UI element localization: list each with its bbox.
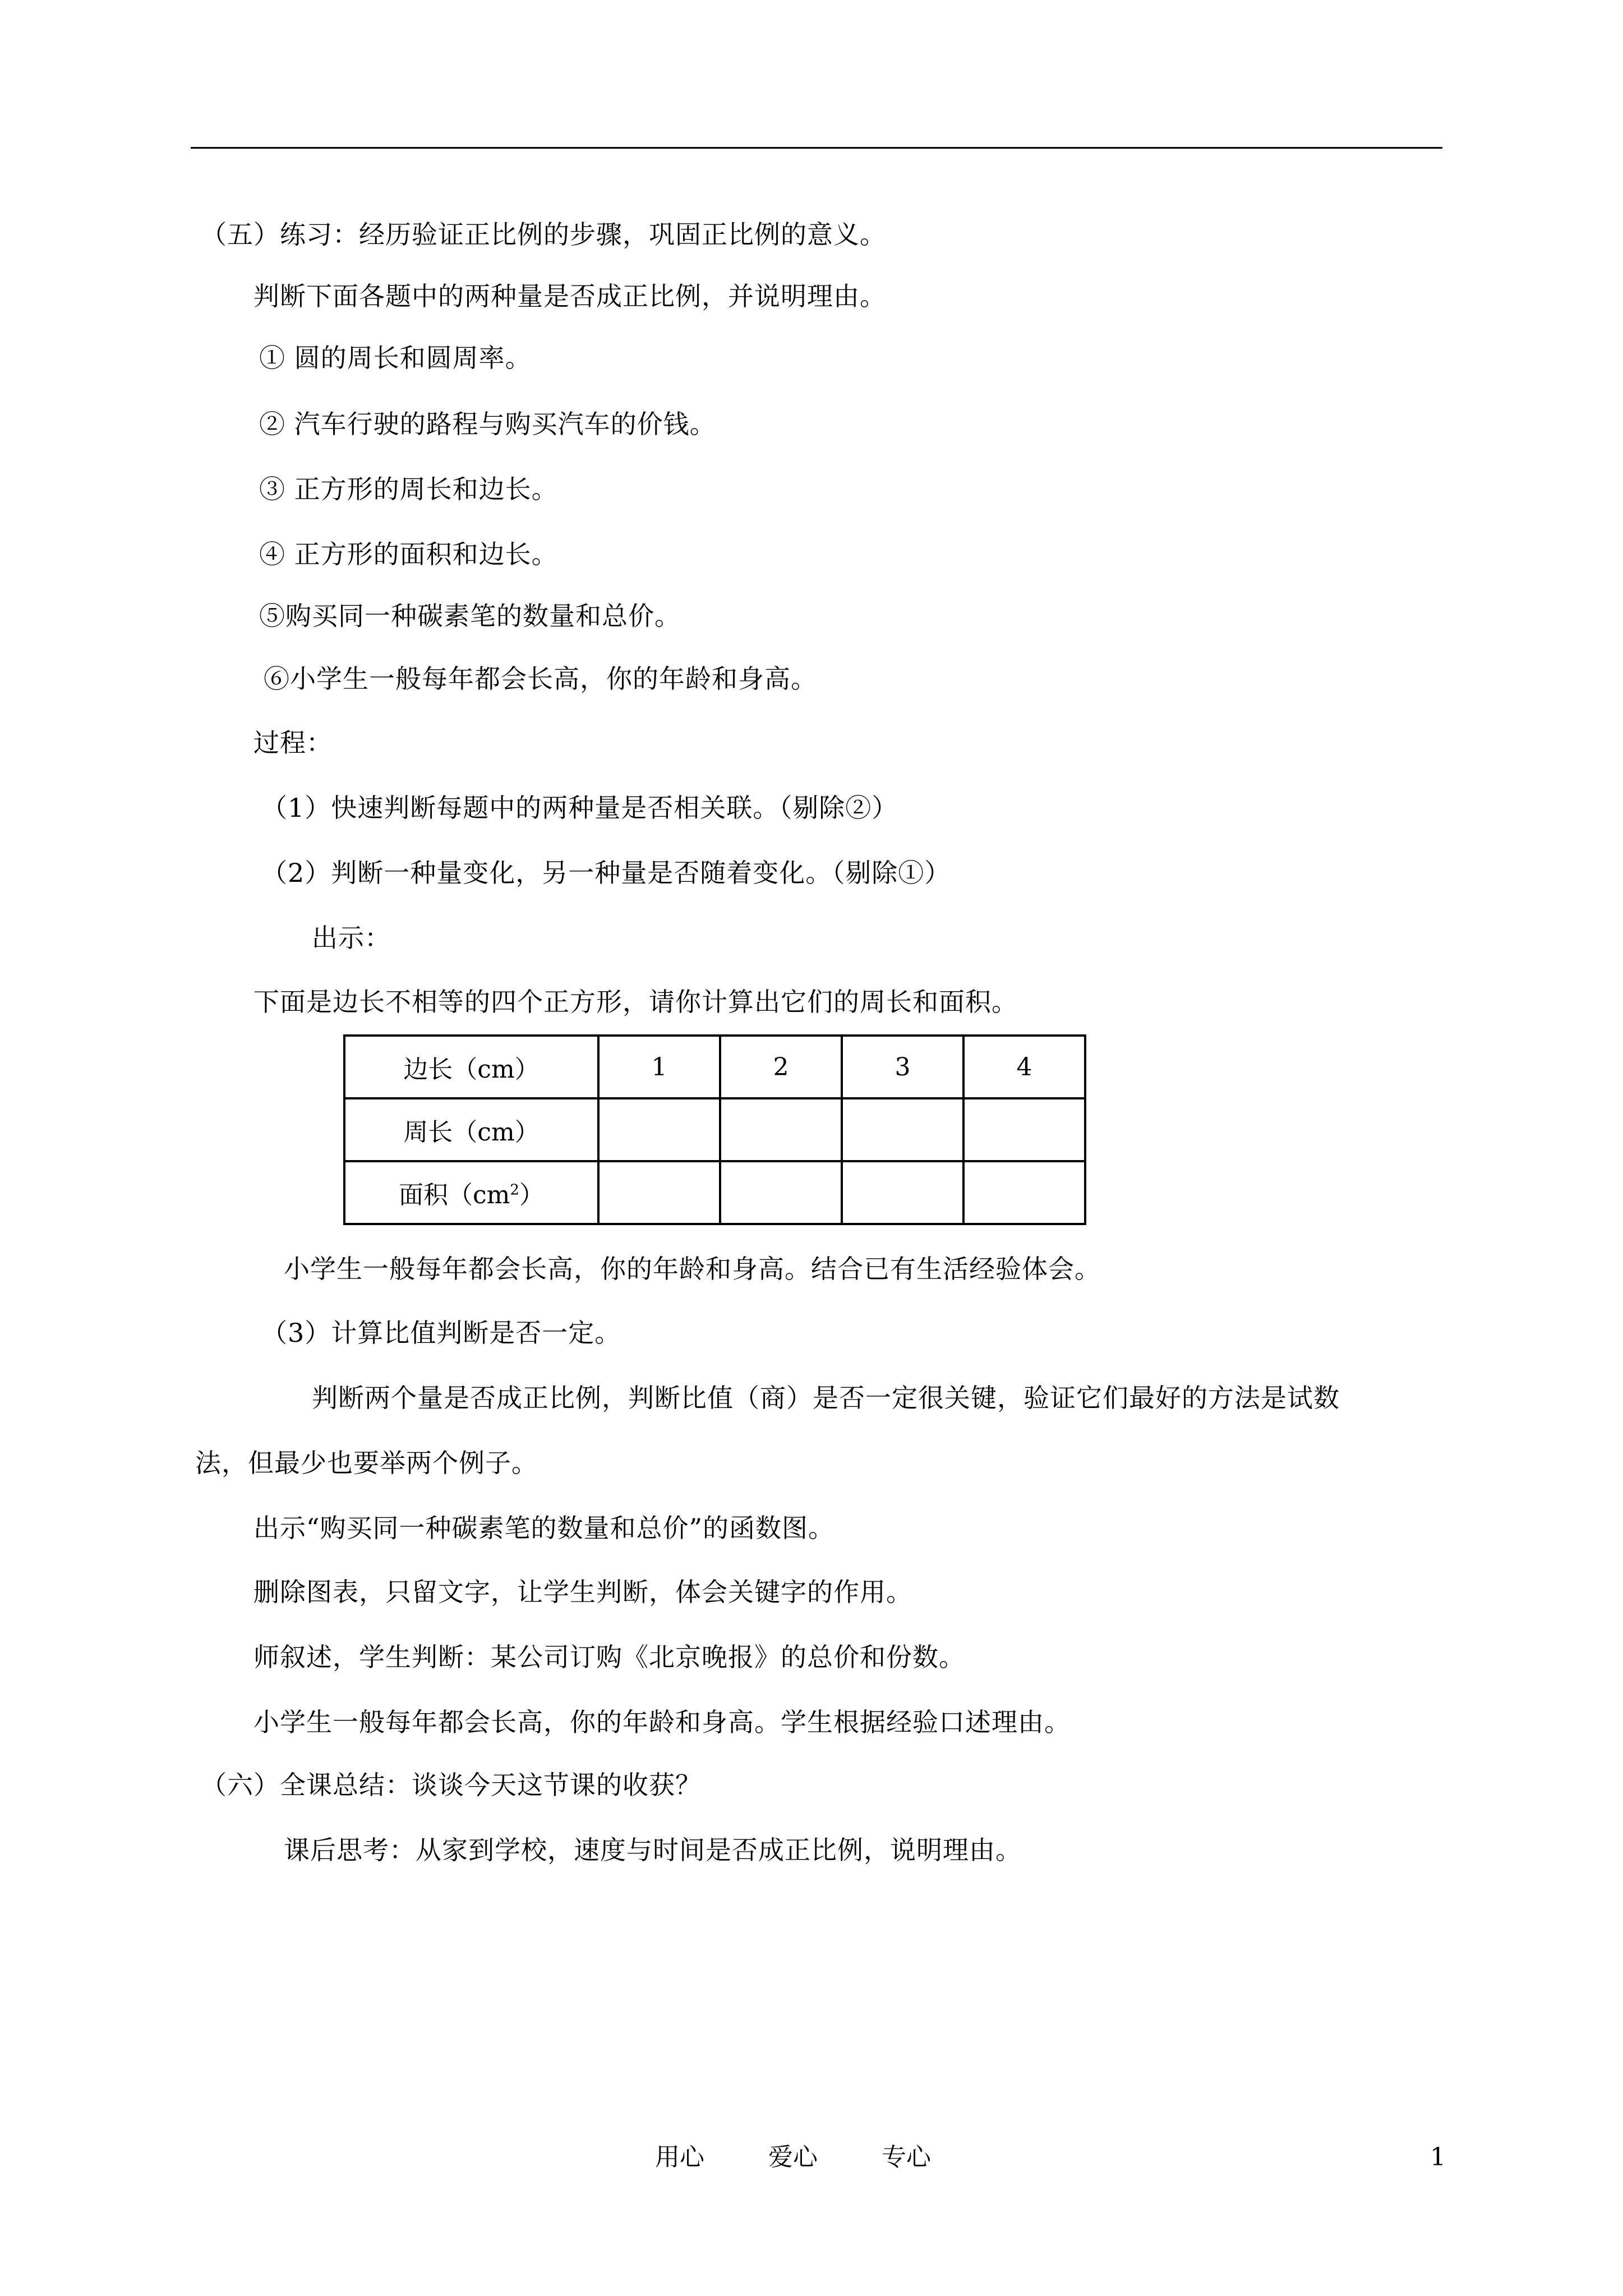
page-number: 1 <box>1430 2143 1446 2171</box>
area-unit-superscript: 2 <box>510 1181 519 1199</box>
growth-note: 小学生一般每年都会长高，你的年龄和身高。结合已有生活经验体会。 <box>284 1254 1101 1284</box>
exercise-instruction: 判断下面各题中的两种量是否成正比例，并说明理由。 <box>253 281 886 311</box>
side-value-1: 1 <box>598 1036 720 1098</box>
table-intro: 下面是边长不相等的四个正方形，请你计算出它们的周长和面积。 <box>253 987 1018 1017</box>
empty-cell <box>720 1161 842 1224</box>
empty-cell <box>963 1098 1085 1161</box>
header-rule <box>191 147 1442 149</box>
table-row <box>344 1161 1085 1224</box>
exercise-item-3: ③ 正方形的周长和边长。 <box>259 474 558 504</box>
key-point-line-2: 法，但最少也要举两个例子。 <box>195 1448 538 1478</box>
exercise-item-2: ② 汽车行驶的路程与购买汽车的价钱。 <box>259 409 716 439</box>
area-label-text: 面积（cm <box>399 1181 510 1209</box>
row-label-perimeter: 周长（cm） <box>344 1098 598 1161</box>
exercise-item-4: ④ 正方形的面积和边长。 <box>259 539 558 569</box>
show-function-graph: 出示“购买同一种碳素笔的数量和总价”的函数图。 <box>253 1513 835 1543</box>
footer-motto-1: 用心 <box>655 2143 704 2171</box>
empty-cell <box>842 1098 963 1161</box>
process-step-2: （2）判断一种量变化，另一种量是否随着变化。（剔除①） <box>261 858 951 888</box>
side-value-3: 3 <box>842 1036 963 1098</box>
side-value-4: 4 <box>963 1036 1085 1098</box>
empty-cell <box>598 1161 720 1224</box>
after-class-question: 课后思考：从家到学校，速度与时间是否成正比例，说明理由。 <box>284 1835 1022 1865</box>
row-label-area <box>344 1161 598 1224</box>
exercise-item-5: ⑤购买同一种碳素笔的数量和总价。 <box>259 601 681 631</box>
empty-cell <box>598 1098 720 1161</box>
delete-chart-note: 删除图表，只留文字，让学生判断，体会关键字的作用。 <box>253 1577 912 1607</box>
exercise-item-6: ⑥小学生一般每年都会长高，你的年龄和身高。 <box>264 664 817 694</box>
empty-cell <box>963 1161 1085 1224</box>
area-label-suffix: ） <box>519 1181 544 1209</box>
section-6-heading: （六）全课总结：谈谈今天这节课的收获？ <box>201 1770 702 1800</box>
squares-table <box>343 1034 1086 1225</box>
side-value-2: 2 <box>720 1036 842 1098</box>
exercise-item-1: ① 圆的周长和圆周率。 <box>259 343 532 373</box>
table-row <box>344 1098 1085 1161</box>
show-label: 出示： <box>312 923 391 953</box>
table-row <box>344 1036 1085 1098</box>
teacher-example: 师叙述，学生判断：某公司订购《北京晚报》的总价和份数。 <box>253 1642 965 1672</box>
row-label-side: 边长（cm） <box>344 1036 598 1098</box>
empty-cell <box>842 1161 963 1224</box>
footer-motto-3: 专心 <box>882 2143 931 2171</box>
key-point-line-1: 判断两个量是否成正比例，判断比值（商）是否一定很关键，验证它们最好的方法是试数 <box>312 1383 1340 1413</box>
footer-motto-2: 爱心 <box>768 2143 818 2171</box>
student-reason: 小学生一般每年都会长高，你的年龄和身高。学生根据经验口述理由。 <box>253 1707 1071 1737</box>
process-step-1: （1）快速判断每题中的两种量是否相关联。（剔除②） <box>261 793 898 823</box>
process-step-3: （3）计算比值判断是否一定。 <box>261 1318 621 1348</box>
empty-cell <box>720 1098 842 1161</box>
section-5-heading: （五）练习：经历验证正比例的步骤，巩固正比例的意义。 <box>201 219 886 250</box>
process-label: 过程： <box>253 728 333 758</box>
